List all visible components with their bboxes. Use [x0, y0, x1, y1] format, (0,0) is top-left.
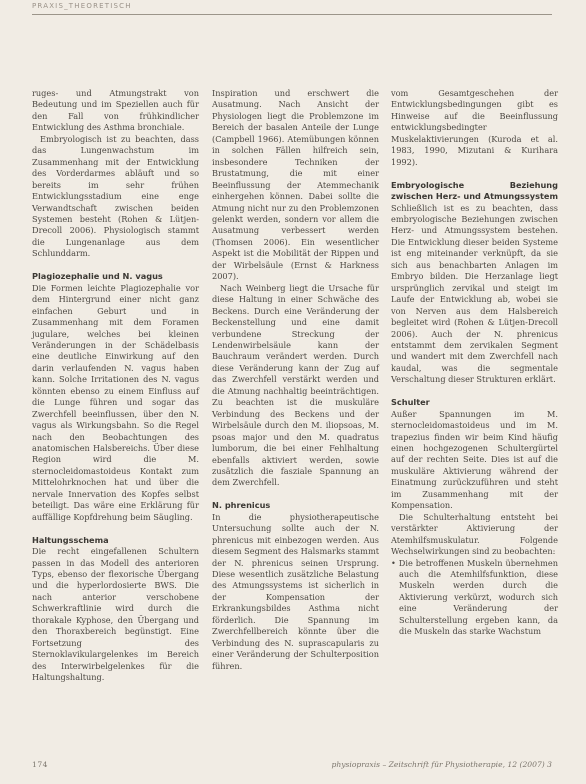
paragraph: Die Schulterhaltung entsteht bei verstärkter Aktivierung der Atemhilfsmuskulatur. Folgende Wechselwirkungen sind zu beobachten: [391, 511, 558, 557]
bullet-text: Die betroffenen Muskeln übernehmen auch die Atemhilfsfunktion, diese Muskeln werden durch die Aktivierung verkürzt, wodurch sich eine Veränderung der Schulterstellung ergeben kann, da die Muskeln das starke Wachstum [398, 557, 559, 637]
column-left [32, 88, 199, 684]
page-number: 174 [32, 760, 48, 769]
section-heading: N. phrenicus [212, 500, 271, 511]
paragraph: Inspiration und erschwert die Ausatmung. Nach Ansicht der Physiologen liegt die Problemzone im Bereich der basalen Anteile der Lunge (Campbell 1966). Atemübungen können in solchen Fällen hilfreich sein, insbesondere Techniken der Brustatmung, die mit einer Beeinflussung der Atemmechanik einhergehen können. Dabei sollte die Atmung nicht nur zu den Problemzonen gelenkt werden, sondern vor allem die Ausatmung verbessert werden (Thomsen 2006). Ein wesentlicher Aspekt ist die Mobilität der Rippen und der Wirbelsäule (Ernst & Harkness 2007). [212, 88, 379, 282]
column-right [391, 88, 558, 638]
section-heading: Schulter [391, 397, 430, 408]
paragraph: ruges- und Atmungstrakt von Bedeutung und im Speziellen auch für den Fall von frühkindlicher Entwicklung des Asthma bronchiale. [32, 88, 199, 133]
section-heading: Haltungsschema [32, 534, 109, 545]
running-header [32, 0, 552, 15]
journal-citation: physiopraxis – Zeitschrift für Physiotherapie, 12 (2007) 3 [331, 760, 552, 769]
paragraph: vom Gesamtgeschehen der Entwicklungsbedingungen gibt es Hinweise auf die Beeinflussung entwicklungsbedingter Muskelaktivierungen (Kuroda et al. 1983, 1990, Mizutani & Kurihara 1992). [391, 88, 558, 167]
paragraph: In die physiotherapeutische Untersuchung sollte auch der N. phrenicus mit einbezogen werden. Aus diesem Segment des Halsmarks stammt der N. phrenicus seinen Ursprung. Diese wesentlich zusätzliche Belastung des Atmungssystems ist sicherlich in der Kompensation der Erkrankungsbildes Asthma nicht förderlich. Die Spannung im Zwerchfellbereich könnte über die Verbindung des N. suprascapularis zu einer Veränderung der Schulterposition führen. [212, 511, 379, 671]
column-middle [212, 88, 379, 672]
bullet-item: • Die betroffenen Muskeln übernehmen auch die Atemhilfsfunktion, diese Muskeln werden durch die Aktivierung verkürzt, wodurch sich eine Veränderung der Schulterstellung ergeben kann, da die Muskeln das starke Wachstum [391, 557, 559, 637]
paragraph: Die recht eingefallenen Schultern passen in das Modell des anterioren Typs, ebenso der flexorische Übergang und die hyperlordosierte BWS. Die nach anterior verschobene Schwerkraftlinie wird durch die thorakale Kyphose, den Übergang und den Thoraxbereich begünstigt. Eine Fortsetzung des Sternoklavikulargelenkes im Bereich des Interwirbelgelenkes für die Haltungshaltung. [32, 546, 199, 683]
section-label: PRAXIS_THEORETISCH [32, 2, 132, 10]
paragraph: Die Formen leichte Plagiozephalie vor dem Hintergrund einer nicht ganz einfachen Geburt und in Zusammenhang mit dem Foramen jugulare, welches bei kleinen Veränderungen in der Schädelbasis eine deutliche Einwirkung auf den darin verlaufenden N. vagus haben kann. Solche Irritationen des N. vagus könnten ebenso zu einem Einfluss auf die Lunge führen und sogar das Zwerchfell beeinflussen, über den N. vagus als Wirkungsbahn. So die Regel nach den Beobachtungen des anatomischen Halsbereichs. Über diese Region wird die M. sternocleidomastoideus Kontakt zum Mittelohrknochen hat und über die nervale Innervation des Kopfes selbst beteiligt. Das wäre eine Erklärung für auffällige Kopfdrehung beim Säugling. [32, 282, 199, 522]
paragraph: Nach Weinberg liegt die Ursache für diese Haltung in einer Schwäche des Beckens. Durch eine Veränderung der Beckenstellung und eine damit verbundene Streckung der Lendenwirbelsäule kann der Bauchraum verändert werden. Durch diese Veränderung kann der Zug auf das Zwerchfell verstärkt werden und die Atmung nachhaltig beeinträchtigen. Zu beachten ist die muskuläre Verbindung des Beckens und der Wirbelsäule durch den M. iliopsoas, M. psoas major und den M. quadratus lumborum, die bei einer Fehlhaltung ebenfalls aktiviert werden, sowie zusätzlich die fasziale Spannung an dem Zwerchfell. [212, 282, 379, 488]
paragraph: Schließlich ist es zu beachten, dass embryologische Beziehungen zwischen Herz- und Atmungssystem bestehen. Die Entwicklung dieser beiden Systeme ist eng miteinander verknüpft, da sie sich aus benachbarten Anlagen im Embryo bilden. Die Herzanlage liegt ursprünglich zervikal und steigt im Laufe der Entwicklung ab, wobei sie von Nerven aus dem Halsbereich begleitet wird (Rohen & Lütjen-Drecoll 2006). Auch der N. phrenicus entstammt dem zervikalen Segment und wandert mit dem Zwerchfell nach kaudal, was die segmentale Verschaltung dieser Strukturen erklärt. [391, 202, 558, 385]
section-heading: Embryologische Beziehung zwischen Herz- und Atmungssystem [391, 179, 559, 202]
paragraph: Außer Spannungen im M. sternocleidomastoideus und im M. trapezius finden wir beim Kind häufig einen hochgezogenen Schultergürtel auf der rechten Seite. Dies ist auf die muskuläre Aktivierung während der Einatmung zurückzuführen und steht im Zusammenhang mit der Kompensation. [391, 408, 558, 511]
section-heading: Plagiozephalie und N. vagus [32, 271, 163, 282]
paragraph: Embryologisch ist zu beachten, dass das Lungenwachstum im Zusammenhang mit der Entwicklung des Vorderdarmes abläuft und so bereits im sehr frühen Entwicklungsstadium eine enge Verwandtschaft zwischen beiden Systemen besteht (Rohen & Lütjen-Drecoll 2006). Physiologisch stammt die Lungenanlage aus dem Schlunddarm. [32, 133, 199, 259]
